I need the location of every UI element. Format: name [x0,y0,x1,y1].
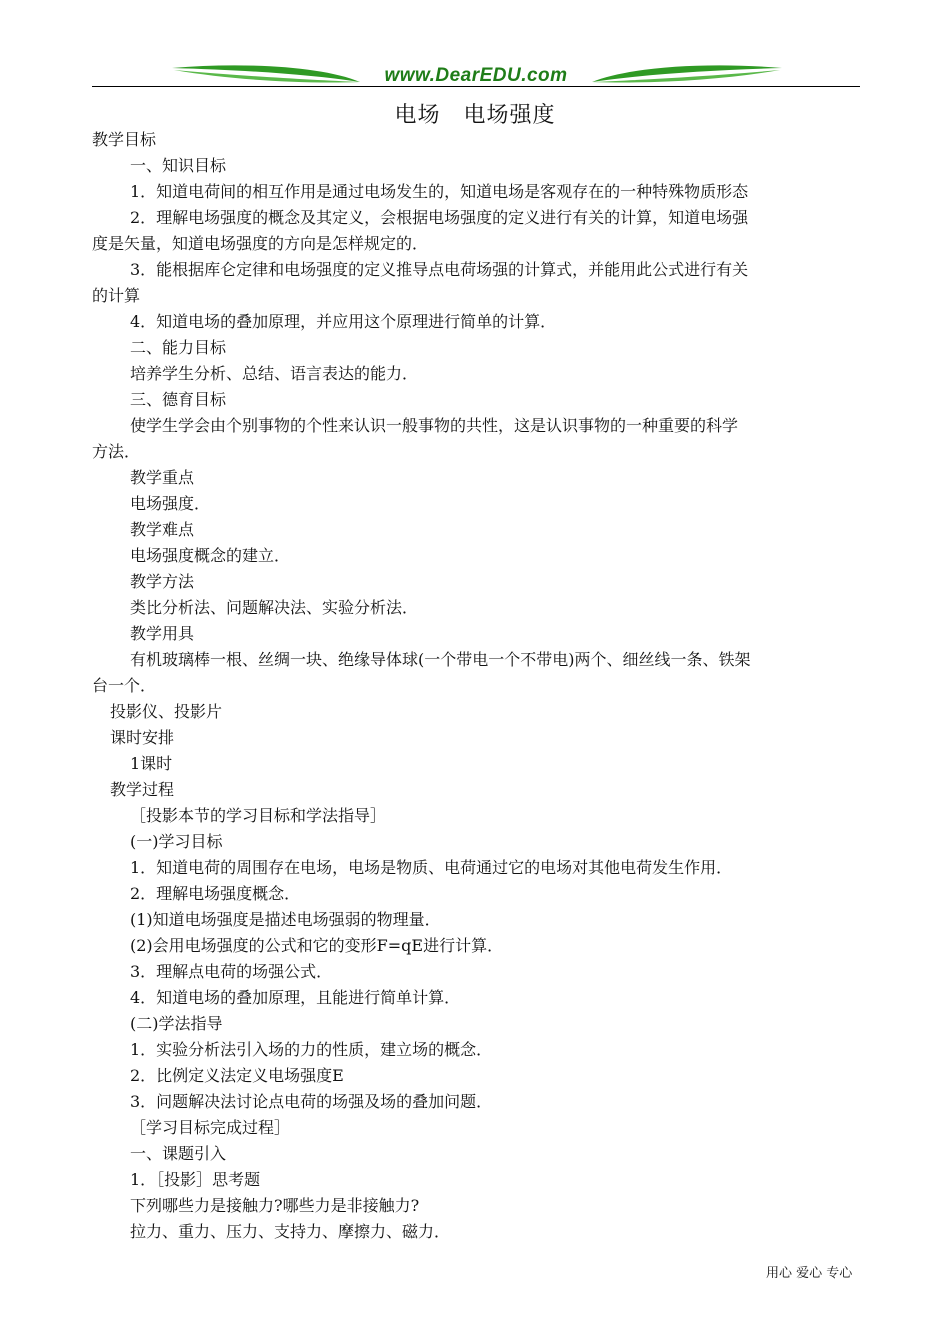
text-line: 培养学生分析、总结、语言表达的能力． [130,364,419,383]
text-line: 教学过程 [110,780,175,799]
site-name: www.DearEDU.com [384,65,568,86]
text-line: 1．知道电荷间的相互作用是通过电场发生的，知道电场是客观存在的一种特殊物质形态 [130,182,749,201]
text-line: 度是矢量，知道电场强度的方向是怎样规定的． [92,234,429,253]
text-line: 下列哪些力是接触力?哪些力是非接触力? [130,1196,420,1215]
text-line: 投影仪、投影片 [110,702,223,721]
text-line: 一、课题引入 [130,1144,227,1163]
text-line: 教学方法 [130,572,195,591]
text-line: 有机玻璃棒一根、丝绸一块、绝缘导体球(一个带电一个不带电)两个、细丝线一条、铁架 [130,650,751,669]
text-line: (1)知道电场强度是描述电场强弱的物理量． [130,910,441,929]
text-line: 电场强度概念的建立． [130,546,291,565]
text-line: 一、知识目标 [130,156,227,175]
text-line: 3．理解点电荷的场强公式． [130,962,333,981]
text-line: 教学目标 [92,130,157,149]
text-line: 4．知道电场的叠加原理，且能进行简单计算． [130,988,461,1007]
text-line: ［投影本节的学习目标和学法指导］ [130,806,387,825]
text-line: (2)会用电场强度的公式和它的变形F=qE进行计算． [130,936,504,955]
text-line: 1．［投影］思考题 [130,1170,261,1189]
text-line: 4．知道电场的叠加原理，并应用这个原理进行简单的计算． [130,312,557,331]
text-line: 二、能力目标 [130,338,227,357]
text-line: 2．比例定义法定义电场强度E [130,1066,344,1085]
text-line: 3．能根据库仑定律和电场强度的定义推导点电荷场强的计算式，并能用此公式进行有关 [130,260,749,279]
text-line: 三、德育目标 [130,390,227,409]
page-footer: 用心 爱心 专心 [766,1266,853,1281]
text-line: (一)学习目标 [130,832,223,851]
text-line: 电场强度． [130,494,211,513]
page-title: 电场 电场强度 [394,103,556,128]
header-divider [92,86,860,87]
text-line: 使学生学会由个别事物的个性来认识一般事物的共性，这是认识事物的一种重要的科学 [130,416,739,435]
text-line: 教学用具 [130,624,195,643]
text-line: 台一个． [92,676,157,695]
text-line: (二)学法指导 [130,1014,223,1033]
text-line: 教学重点 [130,468,195,487]
text-line: 2．理解电场强度概念． [130,884,301,903]
text-line: ［学习目标完成过程］ [130,1118,291,1137]
text-line: 方法． [92,442,141,461]
text-line: 3．问题解决法讨论点电荷的场强及场的叠加问题． [130,1092,493,1111]
text-line: 的计算 [92,286,141,305]
text-line: 1课时 [130,754,173,773]
text-line: 课时安排 [110,728,175,747]
text-line: 拉力、重力、压力、支持力、摩擦力、磁力． [130,1222,451,1241]
text-line: 2．理解电场强度的概念及其定义，会根据电场强度的定义进行有关的计算，知道电场强 [130,208,749,227]
text-line: 类比分析法、问题解决法、实验分析法． [130,598,419,617]
text-line: 1．实验分析法引入场的力的性质，建立场的概念． [130,1040,493,1059]
text-line: 1．知道电荷的周围存在电场，电场是物质、电荷通过它的电场对其他电荷发生作用． [130,858,733,877]
text-line: 教学难点 [130,520,195,539]
